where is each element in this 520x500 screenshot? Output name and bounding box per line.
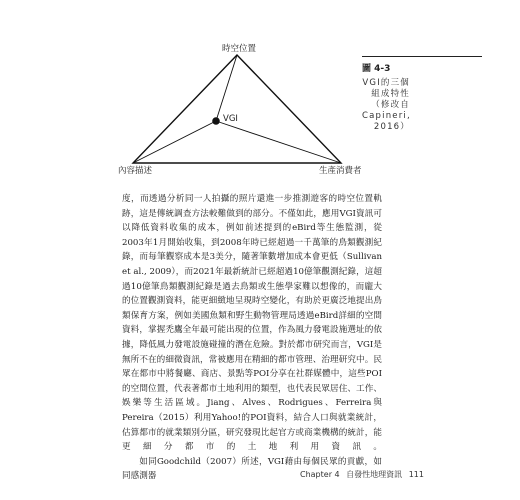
footer-title: 自發性地理資訊 — [346, 470, 403, 479]
figure-caption — [362, 56, 482, 133]
caption-number: 圖 4-3 — [362, 64, 391, 74]
axis-left-center — [133, 121, 216, 163]
paragraph: 度，而透過分析同一人拍攝的照片還進一步推測遊客的時空位置軌跡，這是傳統調查方法較難做到的部分。不僅如此，應用VGI資訊可以降低資料收集的成本，例如前述提到的eBird等生態監測，從2003年1月開始收集，到2008年時已經超過一千萬筆的鳥類觀測紀錄，而每筆觀察成本是3美分，隨著筆數增加成本會更低（Sullivan et al., 2009），而2021年最新統計已經超過10億筆觀測紀錄，這超過10億筆鳥類觀測紀錄是過去鳥類或生態學家難以想像的，而龐大的位置觀測資料，能更細緻地呈現時空變化，有助於更廣泛地提出鳥類保育方案，例如美國魚類和野生動物管理局透過eBird詳細的空間資料，掌握禿鷹全年最可能出現的位置，作為風力發電設施選址的依據，降低風力發電設施碰撞的潛在危險。對於都市研究而言，VGI是無所不在的細微資訊，常被應用在精細的都市管理、治理研究中。民眾在都市中將餐廳、商店、景點等POI分享在社群媒體中，這些POI的空間位置，代表著都市土地利用的類型，也代表民眾居住、工作、娛樂等生活區域。Jiang、Alves、Rodrigues、Ferreira與Pereira（2015）利用Yahoo!的POI資料，結合人口與就業統計，估算都市的就業類別分區，研究發現比起官方或商業機構的統計，能更細分都市的土地利用資訊。 — [122, 194, 382, 453]
caption-text: VGI的三個組成特性（修改自Capineri, 2016） — [362, 78, 411, 132]
center-label-vgi: VGI — [223, 114, 238, 124]
body-text — [122, 192, 382, 484]
vertex-label-left: 內容描述 — [118, 166, 153, 176]
footer-chapter: Chapter 4 — [300, 470, 340, 479]
vertex-label-right: 生產消費者 — [319, 166, 362, 176]
paragraph: 如同Goodchild（2007）所述，VGI藉由每個民眾的貢獻，如同感測器 — [122, 456, 382, 482]
caption-rule — [362, 56, 482, 57]
axis-right-center — [216, 121, 341, 163]
vgi-center-dot — [212, 117, 220, 125]
vertex-label-top: 時空位置 — [222, 44, 257, 54]
page-footer — [300, 469, 424, 480]
footer-page-number: 111 — [408, 470, 424, 479]
